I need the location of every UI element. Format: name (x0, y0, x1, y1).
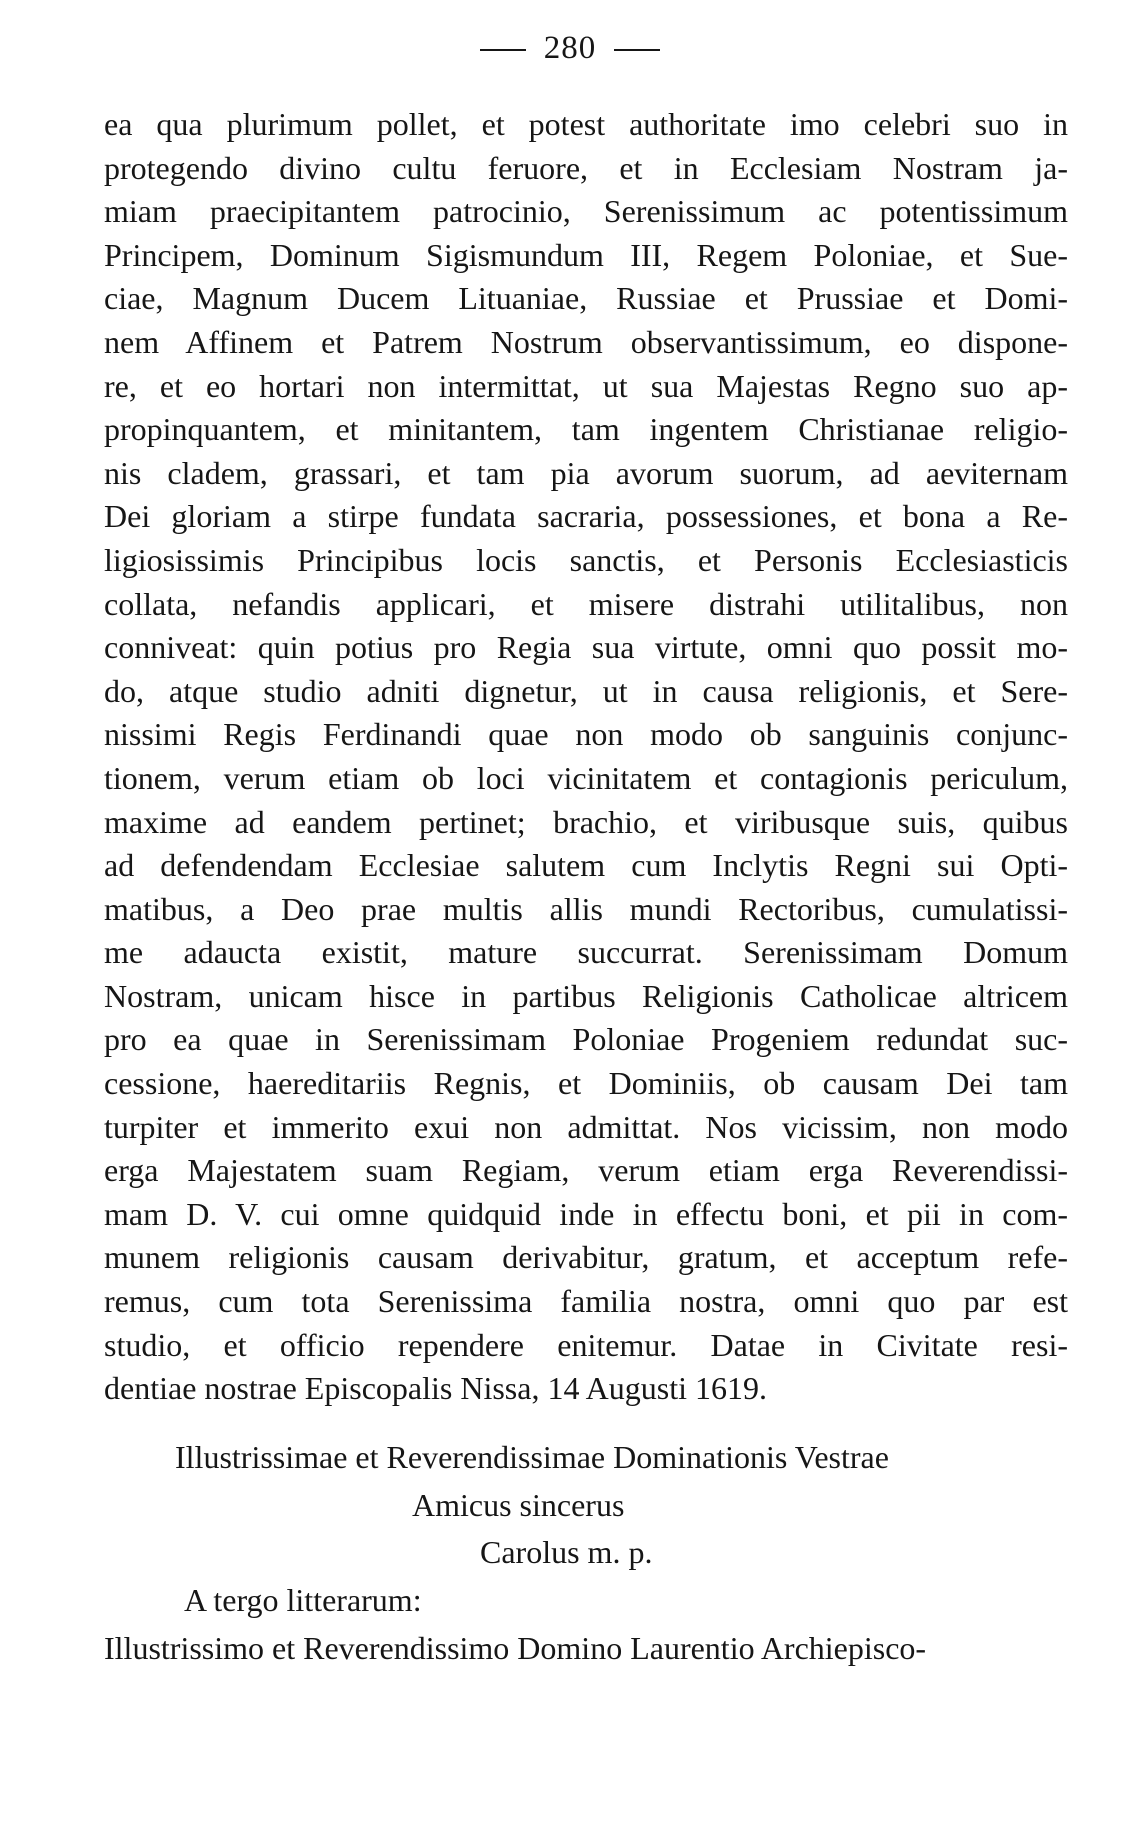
address-line: Illustrissimo et Reverendissimo Domino Laurentio Archiepisco- (104, 1630, 927, 1666)
body-line: nem Affinem et Patrem Nostrum observantissimum, eo dispone- (104, 323, 1068, 360)
header-right-dash (614, 49, 660, 51)
address-label: A tergo litterarum: (184, 1582, 422, 1618)
body-line: Dei gloriam a stirpe fundata sacraria, possessiones, et bona a Re- (104, 498, 1068, 535)
body-line: conniveat: quin potius pro Regia sua virtute, omni quo possit mo- (104, 629, 1068, 666)
body-line-final: dentiae nostrae Episcopalis Nissa, 14 Augusti 1619. (104, 1370, 768, 1407)
body-line: ciae, Magnum Ducem Lituaniae, Russiae et Prussiae et Domi- (104, 280, 1068, 317)
signature: Carolus m. p. (480, 1534, 653, 1570)
body-line: remus, cum tota Serenissima familia nostra, omni quo par est (104, 1283, 1068, 1320)
closing-salutation: Illustrissimae et Reverendissimae Dominationis Vestrae (175, 1439, 889, 1475)
body-line: matibus, a Deo prae multis allis mundi Rectoribus, cumulatissi- (104, 890, 1068, 927)
body-line: miam praecipitantem patrocinio, Serenissimum ac potentissimum (104, 193, 1068, 230)
body-line: ligiosissimis Principibus locis sanctis, et Personis Ecclesiasticis (104, 541, 1068, 578)
body-line: ea qua plurimum pollet, et potest authoritate imo celebri suo in (104, 106, 1068, 142)
body-line: munem religionis causam derivabitur, gratum, et acceptum refe- (104, 1239, 1068, 1276)
body-line: mam D. V. cui omne quidquid inde in effectu boni, et pii in com- (104, 1195, 1068, 1232)
body-line: re, et eo hortari non intermittat, ut sua Majestas Regno suo ap- (104, 367, 1068, 404)
body-line: propinquantem, et minitantem, tam ingentem Christianae religio- (104, 411, 1068, 448)
body-line: me adaucta existit, mature succurrat. Serenissimam Domum (104, 934, 1068, 971)
body-line: studio, et officio rependere enitemur. Datae in Civitate resi- (104, 1326, 1068, 1363)
letter-body (104, 103, 1068, 1411)
body-line: maxime ad eandem pertinet; brachio, et viribusque suis, quibus (104, 803, 1068, 840)
body-line: ad defendendam Ecclesiae salutem cum Inclytis Regni sui Opti- (104, 847, 1068, 884)
body-line: collata, nefandis applicari, et misere distrahi utilitalibus, non (104, 585, 1068, 622)
body-line: Principem, Dominum Sigismundum III, Regem Poloniae, et Sue- (104, 236, 1068, 273)
signer-title: Amicus sincerus (412, 1487, 625, 1523)
body-line: erga Majestatem suam Regiam, verum etiam erga Reverendissi- (104, 1152, 1068, 1189)
page-number-header (0, 30, 1140, 67)
body-line: do, atque studio adniti dignetur, ut in causa religionis, et Sere- (104, 672, 1068, 709)
body-line: pro ea quae in Serenissimam Poloniae Progeniem redundat suc- (104, 1021, 1068, 1058)
body-line: tionem, verum etiam ob loci vicinitatem et contagionis periculum, (104, 759, 1068, 796)
page-number: 280 (543, 30, 597, 66)
body-line: nis cladem, grassari, et tam pia avorum suorum, ad aeviternam (104, 454, 1068, 491)
body-line: protegendo divino cultu feruore, et in Ecclesiam Nostram ja- (104, 149, 1068, 186)
body-line: turpiter et immerito exui non admittat. Nos vicissim, non modo (104, 1108, 1068, 1145)
header-left-dash (480, 49, 526, 51)
body-line: cessione, haereditariis Regnis, et Dominiis, ob causam Dei tam (104, 1065, 1068, 1102)
body-line: nissimi Regis Ferdinandi quae non modo ob sanguinis conjunc- (104, 716, 1068, 753)
body-line: Nostram, unicam hisce in partibus Religionis Catholicae altricem (104, 977, 1068, 1014)
